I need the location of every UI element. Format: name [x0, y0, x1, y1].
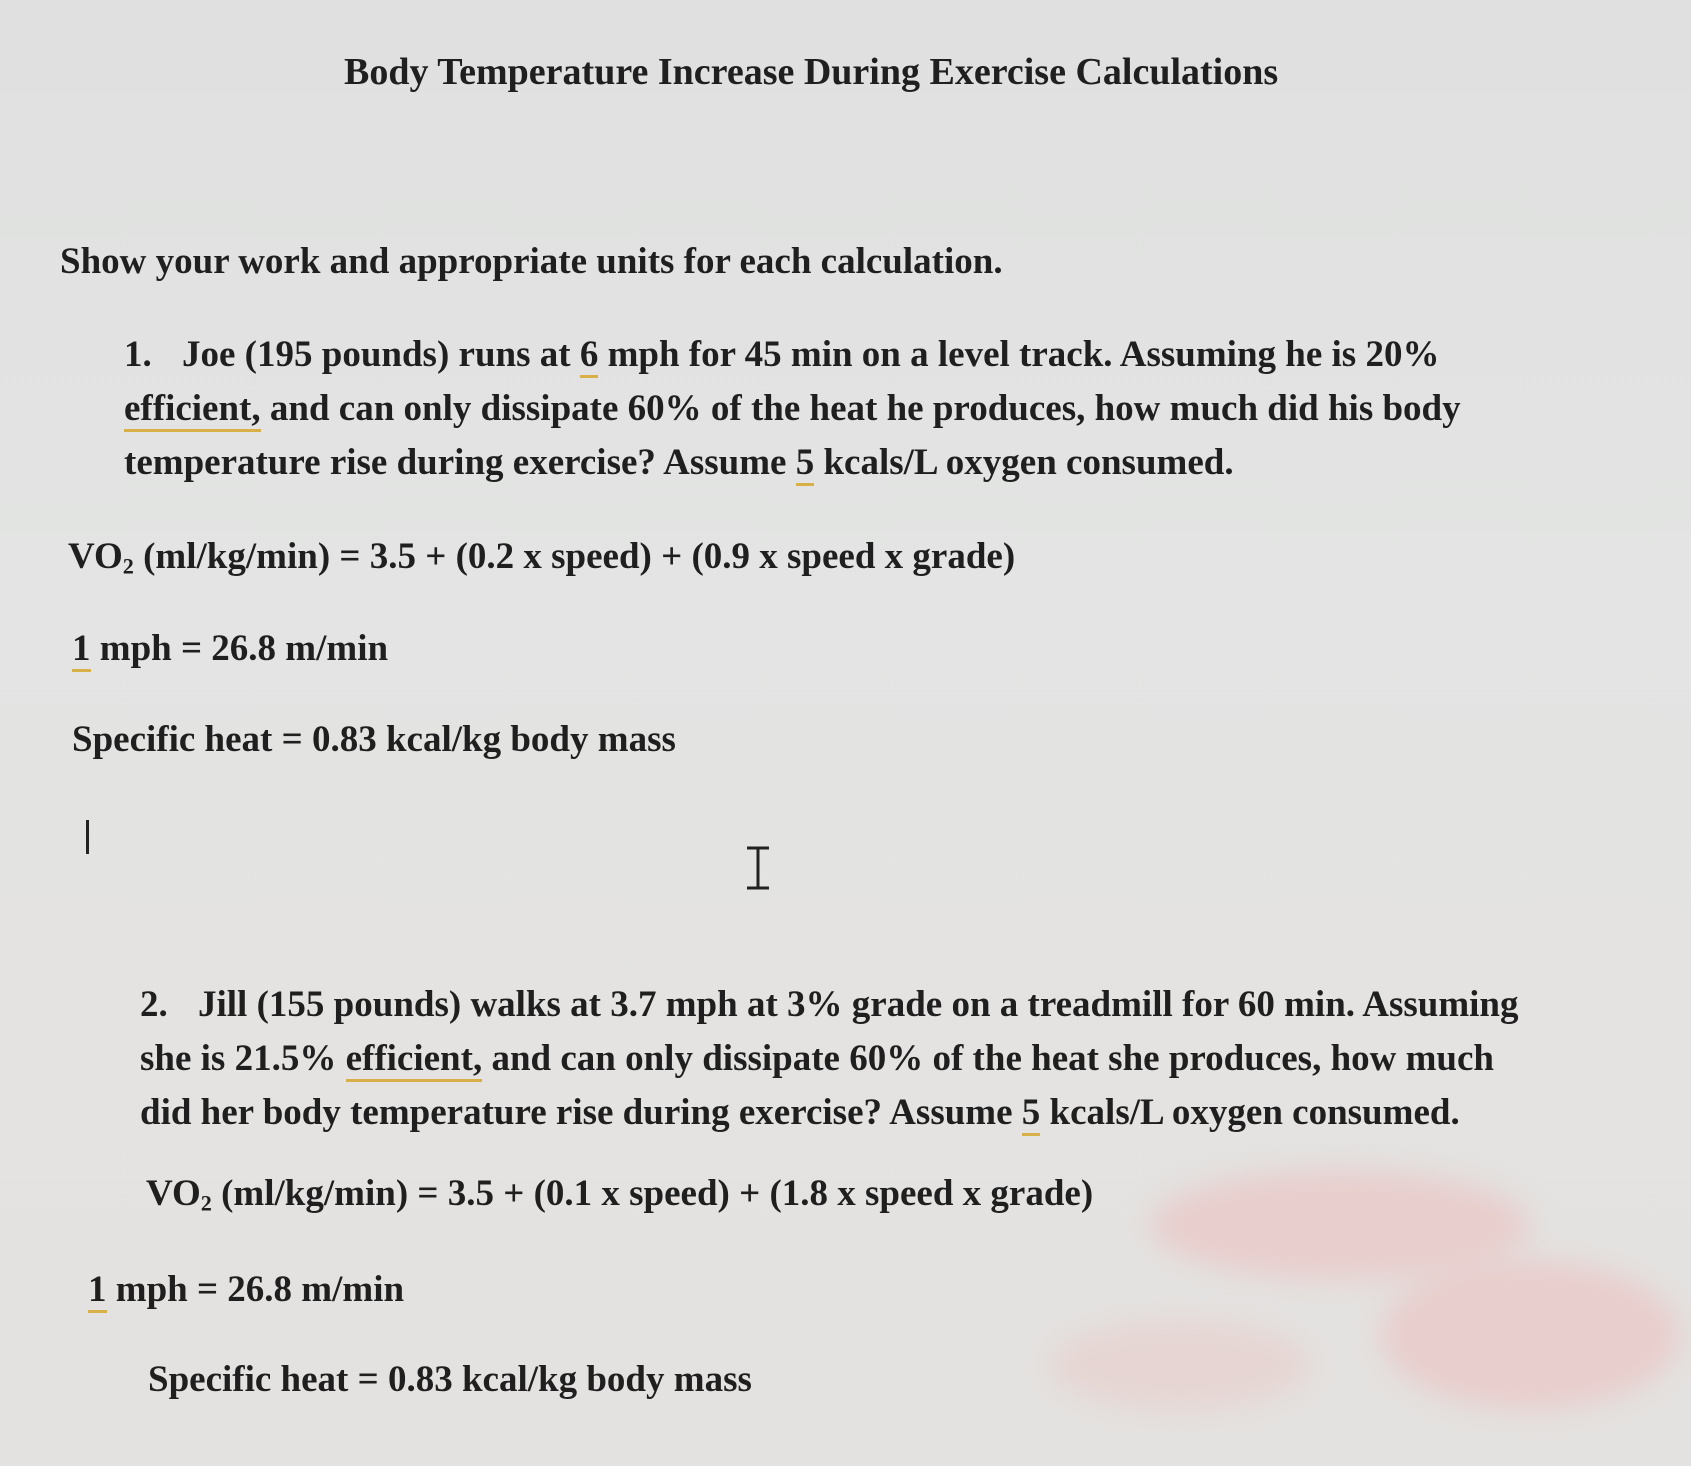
- spellcheck-mark: 6: [580, 334, 599, 378]
- question-number: 2.: [140, 984, 168, 1025]
- specific-heat-1: Specific heat = 0.83 kcal/kg body mass: [72, 719, 676, 760]
- document-title: Body Temperature Increase During Exercise Calculations: [344, 51, 1279, 93]
- vo2-formula-2: $VO_2$ (ml/kg/min) = 3.5 + (0.1 x speed) + (1.8 x speed x grade): [146, 1173, 1094, 1216]
- spellcheck-mark: 1: [88, 1269, 107, 1313]
- question-2-line-3: did her body temperature rise during exercise? Assume 5 kcals/L oxygen consumed.: [140, 1086, 1519, 1140]
- question-2: [140, 978, 1519, 1140]
- question-2-line-1: 2. Jill (155 pounds) walks at 3.7 mph at 3% grade on a treadmill for 60 min. Assuming: [140, 978, 1519, 1032]
- question-1: [124, 328, 1461, 490]
- question-2-line-2: she is 21.5% efficient, and can only dissipate 60% of the heat she produces, how much: [140, 1032, 1519, 1086]
- text-insertion-cursor: [86, 820, 89, 854]
- screen-glare: [1050, 1320, 1310, 1410]
- spellcheck-mark: efficient,: [124, 388, 261, 432]
- specific-heat-2: Specific heat = 0.83 kcal/kg body mass: [148, 1359, 752, 1400]
- spellcheck-mark: efficient,: [346, 1038, 483, 1082]
- question-1-line-1: 1. Joe (195 pounds) runs at 6 mph for 45 min on a level track. Assuming he is 20%: [124, 328, 1461, 382]
- screen-glare: [1380, 1260, 1680, 1410]
- question-1-line-2: efficient, and can only dissipate 60% of the heat he produces, how much did his body: [124, 382, 1461, 436]
- screen-glare: [1150, 1170, 1530, 1280]
- ibeam-cursor-icon: [743, 846, 773, 890]
- vo2-formula-1: $VO_2$ (ml/kg/min) = 3.5 + (0.2 x speed) + (0.9 x speed x grade): [68, 536, 1016, 579]
- spellcheck-mark: 5: [796, 442, 815, 486]
- instruction-text: Show your work and appropriate units for each calculation.: [60, 241, 1003, 282]
- mph-conversion-1: 1 mph = 26.8 m/min: [72, 627, 388, 670]
- spellcheck-mark: 1: [72, 628, 91, 672]
- mph-conversion-2: 1 mph = 26.8 m/min: [88, 1268, 404, 1311]
- question-1-line-3: temperature rise during exercise? Assume 5 kcals/L oxygen consumed.: [124, 436, 1461, 490]
- question-number: 1.: [124, 334, 152, 375]
- spellcheck-mark: 5: [1022, 1092, 1041, 1136]
